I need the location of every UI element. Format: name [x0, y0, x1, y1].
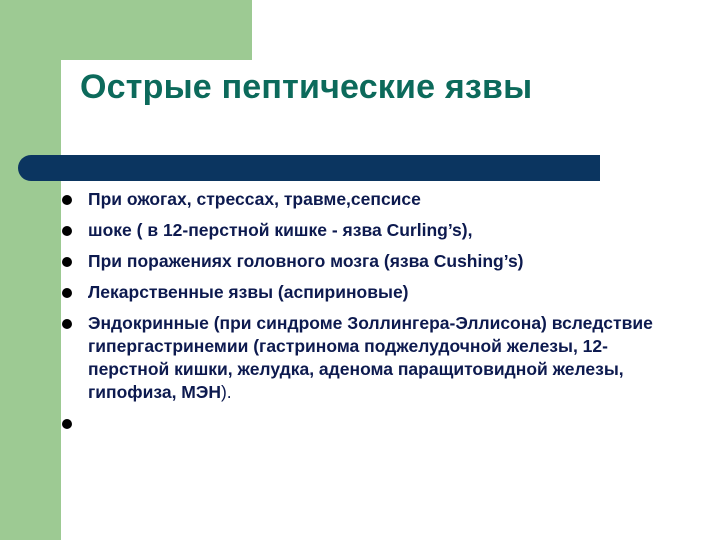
- bullet-dot-icon: [62, 319, 72, 329]
- bullet-item: [62, 188, 662, 211]
- bullet-list: [62, 188, 662, 443]
- bullet-item: [62, 219, 662, 242]
- bullet-item-empty: [62, 412, 662, 435]
- title-divider-bar: [18, 155, 600, 181]
- bullet-dot-icon: [62, 419, 72, 429]
- bullet-text: Эндокринные (при синдроме Золлингера-Эллисона) вследствие гипергастринемии (гастринома поджелудочной железы, 12-перстной кишки, желудка, аденома паращитовидной железы, гипофиза, МЭН: [88, 313, 653, 402]
- bullet-item: [62, 250, 662, 273]
- bullet-item: [62, 312, 662, 404]
- bullet-dot-icon: [62, 288, 72, 298]
- bullet-text-tail: ).: [220, 382, 232, 402]
- bullet-dot-icon: [62, 257, 72, 267]
- bullet-text: шоке ( в 12-перстной кишке - язва Curling’s),: [88, 220, 473, 240]
- bullet-text: При поражениях головного мозга (язва Cushing’s): [88, 251, 524, 271]
- bullet-text: При ожогах, стрессах, травме,сепсисе: [88, 189, 421, 209]
- bullet-dot-icon: [62, 226, 72, 236]
- bullet-dot-icon: [62, 195, 72, 205]
- bullet-text: Лекарственные язвы (аспириновые): [88, 282, 409, 302]
- bullet-item: [62, 281, 662, 304]
- slide-title: Острые пептические язвы: [80, 68, 533, 106]
- decorative-green-sidebar: [0, 0, 61, 540]
